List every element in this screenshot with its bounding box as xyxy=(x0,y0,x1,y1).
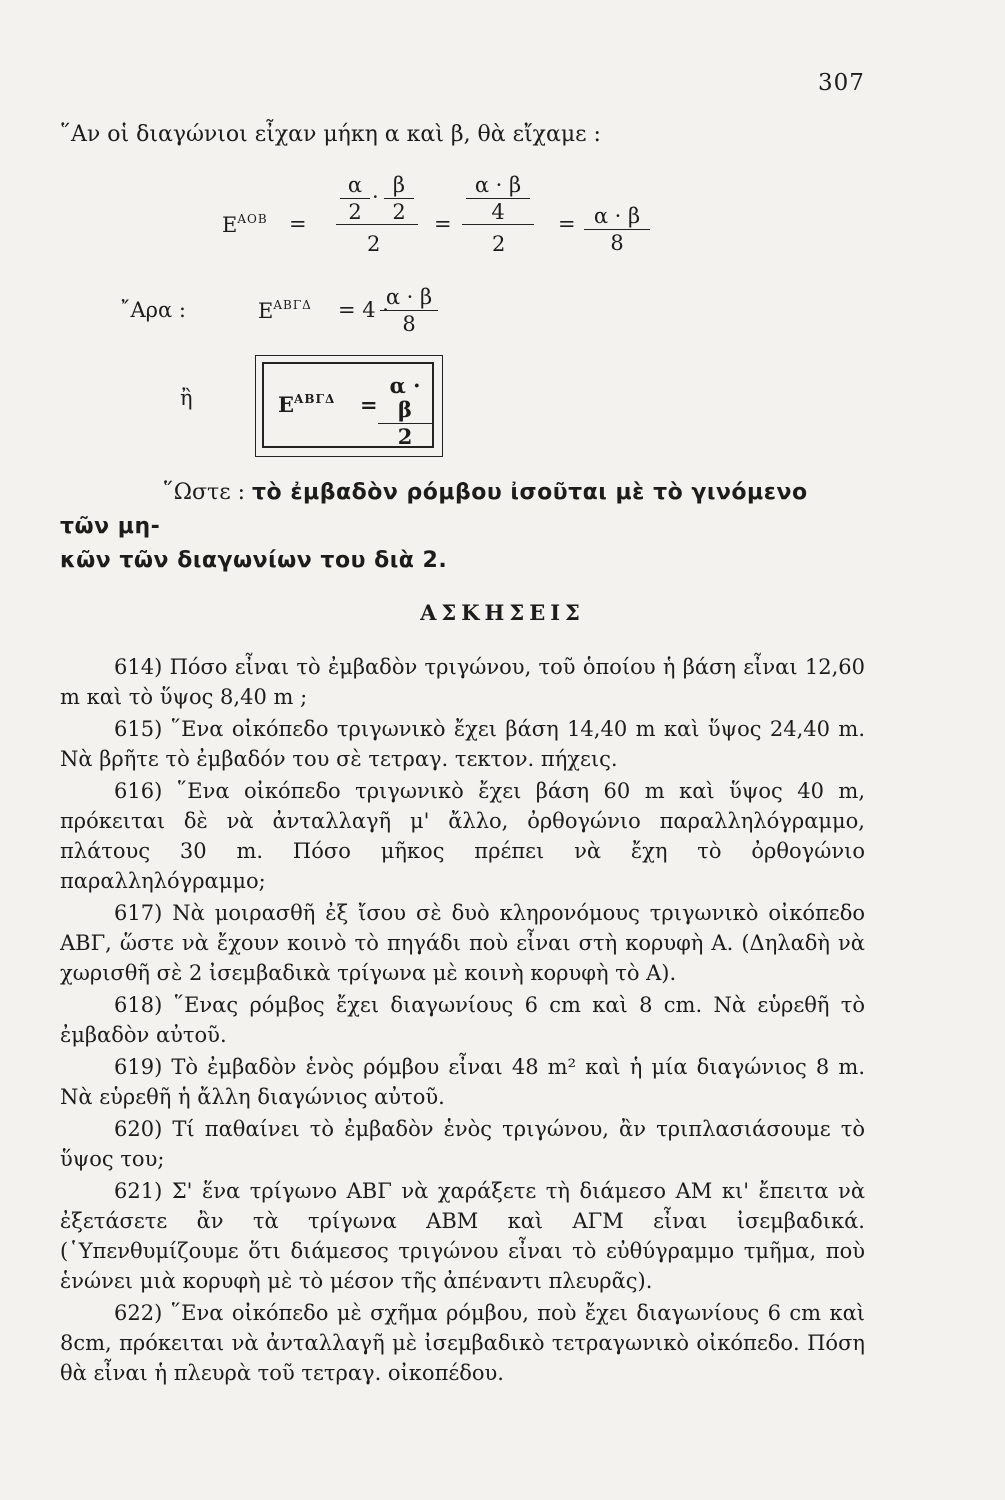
equals-sign: = xyxy=(434,212,452,236)
equals-sign: = xyxy=(289,212,307,236)
fraction-ab-over-8: $\frac{\alpha \cdot \beta}{8}$ xyxy=(380,285,438,336)
formula-lhs: $E^{AOB}$ xyxy=(222,212,268,237)
intro-sentence: ῞Αν οἱ διαγώνιοι εἶχαν μήκη α καὶ β, θὰ εἴχαμε : xyxy=(60,122,601,147)
equals-sign: = xyxy=(558,212,576,236)
formula-lhs: $E^{AB\Gamma\Delta}$ xyxy=(278,392,336,417)
exercise-list xyxy=(60,652,865,1390)
result-box xyxy=(255,355,443,457)
fraction-ab-over-8: $\frac{\alpha \cdot \beta}{8}$ xyxy=(584,204,650,255)
page-number: 307 xyxy=(818,70,865,96)
exercise-621: 621) Σ' ἕνα τρίγωνο ΑΒΓ νὰ χαράξετε τὴ διάμεσο ΑΜ κι' ἔπειτα νὰ ἐξετάσετε ἂν τὰ τρίγωνα ΑΒΜ καὶ ΑΓΜ εἶναι ἰσεμβαδικά. (῾Υπενθυμίζουμε ὅτι διάμεσος τριγώνου εἶναι τὸ εὐθύγραμμο τμῆμα, ποὺ ἑνώνει μιὰ κορυφὴ μὲ τὸ μέσον τῆς ἀπέναντι πλευρᾶς). xyxy=(60,1179,865,1293)
fraction-ab-over-2: $\frac{\alpha \cdot \beta}{2}$ xyxy=(378,374,432,449)
exercise-618: 618) ῞Ενας ρόμβος ἔχει διαγωνίους 6 cm καὶ 8 cm. Νὰ εὑρεθῆ τὸ ἐμβαδὸν αὐτοῦ. xyxy=(60,993,865,1047)
exercises-heading: ΑΣΚΗΣΕΙΣ xyxy=(420,600,585,625)
dot-operator: · xyxy=(372,185,379,209)
or-label: ἢ xyxy=(180,386,193,410)
exercise-619: 619) Τὸ ἐμβαδὸν ἑνὸς ρόμβου εἶναι 48 m² καὶ ἡ μία διαγώνιος 8 m. Νὰ εὑρεθῆ ἡ ἄλλη διαγώνιος αὐτοῦ. xyxy=(60,1055,865,1109)
exercise-614: 614) Πόσο εἶναι τὸ ἐμβαδὸν τριγώνου, τοῦ ὁποίου ἡ βάση εἶναι 12,60 m καὶ τὸ ὕψος 8,40 m ; xyxy=(60,655,865,709)
conclusion-bold-line2: κῶν τῶν διαγωνίων του διὰ 2. xyxy=(60,548,448,573)
exercise-616: 616) ῞Ενα οἰκόπεδο τριγωνικὸ ἔχει βάση 60 m καὶ ὕψος 40 m, πρόκειται δὲ νὰ ἀνταλλαγῆ μ' ἄλλο, ὀρθογώνιο παραλληλόγραμμο, πλάτους 30 m. Πόσο μῆκος πρέπει νὰ ἔχη τὸ ὀρθογώνιο παραλληλόγραμμο; xyxy=(60,779,865,893)
conclusion-statement xyxy=(60,476,865,578)
fraction-bar-outer xyxy=(336,224,418,225)
outer-denominator: 2 xyxy=(367,232,381,256)
exercise-615: 615) ῞Ενα οἰκόπεδο τριγωνικὸ ἔχει βάση 14,40 m καὶ ὕψος 24,40 m. Νὰ βρῆτε τὸ ἐμβαδόν του σὲ τετραγ. τεκτον. πήχεις. xyxy=(60,717,865,771)
formula-lhs: $E^{AB\Gamma\Delta}$ xyxy=(258,298,312,323)
equals-sign: = xyxy=(360,392,378,417)
second-denominator: 2 xyxy=(492,232,506,256)
therefore-label: ῎Αρα : xyxy=(120,298,186,322)
exercise-620: 620) Τί παθαίνει τὸ ἐμβαδὸν ἑνὸς τριγώνου, ἂν τριπλασιάσουμε τὸ ὕψος του; xyxy=(60,1117,865,1171)
exercise-617: 617) Νὰ μοιρασθῆ ἐξ ἴσου σὲ δυὸ κληρονόμους τριγωνικὸ οἰκόπεδο ΑΒΓ, ὥστε νὰ ἔχουν κοινὸ τὸ πηγάδι ποὺ εἶναι στὴ κορυφὴ Α. (Δηλαδὴ νὰ χωρισθῆ σὲ 2 ἰσεμβαδικὰ τρίγωνα μὲ κοινὴ κορυφὴ τὸ Α). xyxy=(60,901,865,985)
times-four: = 4 · xyxy=(338,298,389,322)
fraction-bar-second xyxy=(462,224,534,225)
result-box-inner xyxy=(262,362,434,448)
fraction-half-alpha: $\frac{\alpha}{2}$ xyxy=(340,173,370,224)
conclusion-lead: ῞Ωστε : xyxy=(162,480,245,505)
fraction-half-beta: $\frac{\beta}{2}$ xyxy=(384,173,414,224)
fraction-ab-over-4: $\frac{\alpha \cdot \beta}{4}$ xyxy=(466,173,530,224)
exercise-622: 622) ῞Ενα οἰκόπεδο μὲ σχῆμα ρόμβου, ποὺ ἔχει διαγωνίους 6 cm καὶ 8cm, πρόκειται νὰ ἀνταλλαγῆ μὲ ἰσεμβαδικὸ τετραγωνικὸ οἰκόπεδο. Πόση θὰ εἶναι ἡ πλευρὰ τοῦ τετραγ. οἰκοπέδου. xyxy=(60,1301,865,1385)
conclusion-bold-line1: τὸ ἐμβαδὸν ρόμβου ἰσοῦται μὲ τὸ γινόμενο τῶν μη- xyxy=(60,480,808,539)
